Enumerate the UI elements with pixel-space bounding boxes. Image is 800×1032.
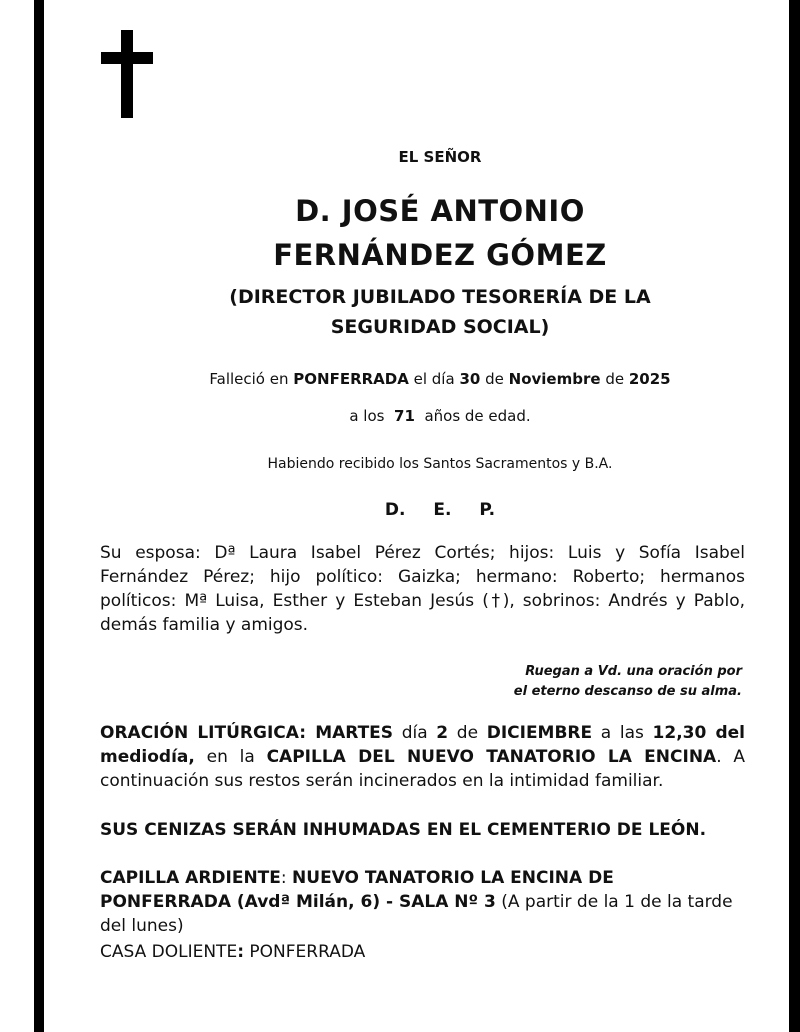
deceased-name-line2: FERNÁNDEZ GÓMEZ — [273, 238, 607, 272]
death-notice: Falleció en PONFERRADA el día 30 de Noviembre de 2025 — [209, 370, 671, 388]
latin-cross-icon — [101, 30, 153, 118]
sacraments-line: Habiendo recibido los Santos Sacramentos y B.A. — [267, 456, 613, 472]
deceased-name-line1: D. JOSÉ ANTONIO — [295, 194, 585, 228]
cenizas-line: SUS CENIZAS SERÁN INHUMADAS EN EL CEMENTERIO DE LEÓN. — [100, 820, 707, 840]
dep-line: D. E. P. — [384, 500, 496, 520]
oracion-paragraph: ORACIÓN LITÚRGICA: MARTES día 2 de DICIEMBRE a las 12,30 del mediodía, en la CAPILLA DEL NUEVO TANATORIO LA ENCINA. A continuación sus restos serán incinerados en la intimidad familiar. — [100, 723, 746, 791]
deceased-title-line1: (DIRECTOR JUBILADO TESORERÍA DE LA — [229, 286, 651, 308]
family-paragraph: Su esposa: Dª Laura Isabel Pérez Cortés; hijos: Luis y Sofía Isabel Fernández Pérez; hijo político: Gaizka; hermano: Roberto; hermanos políticos: Mª Luisa, Esther y Esteban Jesús (†), sobrinos: Andrés y Pablo, demás familia y amigos. — [100, 543, 745, 635]
casa-doliente-line: CASA DOLIENTE: PONFERRADA — [100, 942, 366, 962]
prayer-request: Ruegan a Vd. una oración por el eterno descanso de su alma. — [513, 664, 742, 699]
age-line: a los 71 años de edad. — [349, 407, 531, 425]
left-border — [34, 0, 44, 1032]
capilla-paragraph: CAPILLA ARDIENTE: NUEVO TANATORIO LA ENCINA DE PONFERRADA (Avdª Milán, 6) - SALA Nº 3 (A partir de la 1 de la tarde del lunes) — [100, 868, 733, 936]
salutation: EL SEÑOR — [398, 148, 482, 166]
deceased-title-line2: SEGURIDAD SOCIAL) — [330, 316, 550, 338]
